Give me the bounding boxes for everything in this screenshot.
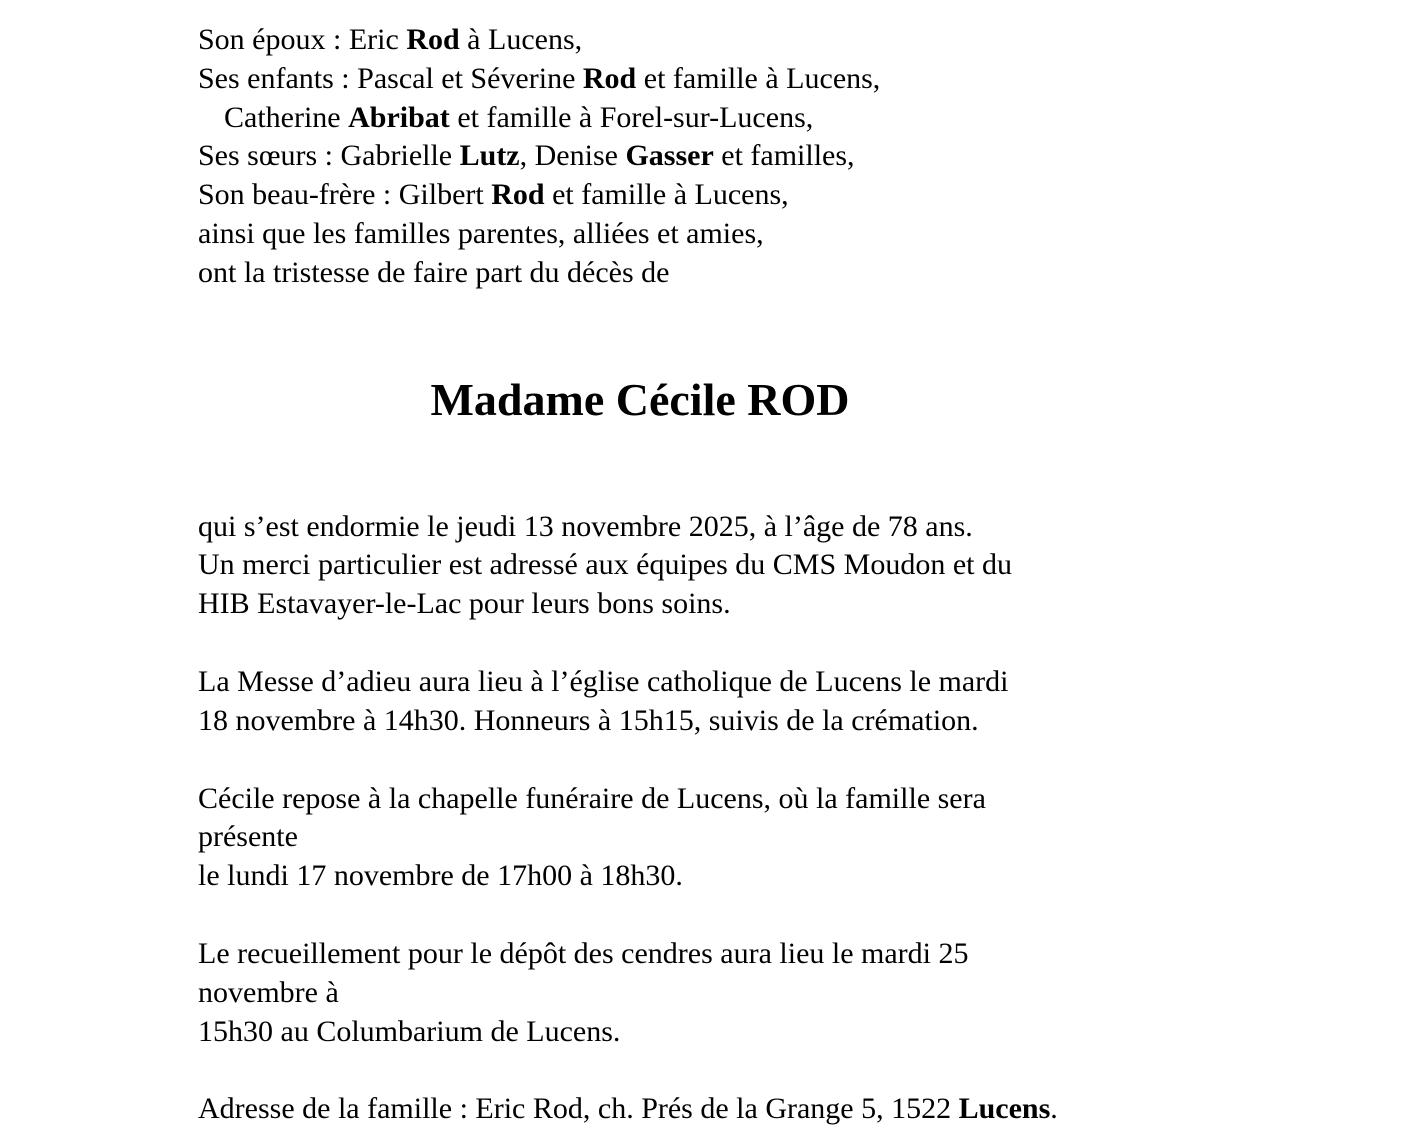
bold-name-text: Gasser [625,139,714,173]
text-line [198,857,1082,896]
paragraph [198,1090,1082,1129]
text-segment: Son époux : Eric [198,23,407,56]
text-segment: Ses sœurs : Gabrielle [198,139,460,173]
text-segment: 18 novembre à 14h30. Honneurs à 15h15, suivis de la crémation. [198,703,979,737]
text-line [198,99,1082,138]
text-segment: ainsi que les familles parentes, alliées et amies, [198,216,764,250]
deceased-name-title: Madame Cécile ROD [430,373,850,425]
text-line [198,1013,1082,1052]
text-segment: Cécile repose à la chapelle funéraire de Lucens, où la famille sera présente [198,781,994,854]
text-line [198,60,1082,99]
text-line [198,137,1082,176]
text-line [198,780,1082,858]
bold-name-text: Abribat [348,100,450,134]
bold-name-text: Lutz [459,139,520,173]
text-segment: et famille à Lucens, [544,178,789,212]
announcement-paragraphs [198,508,1082,1129]
text-segment: et famille à Lucens, [636,61,881,95]
text-segment: Le recueillement pour le dépôt des cendres aura lieu le mardi 25 novembre à [198,936,977,1009]
family-intro-block [198,21,1082,293]
text-line [198,1090,1082,1129]
text-segment: La Messe d’adieu aura lieu à l’église catholique de Lucens le mardi [198,664,1009,698]
text-segment: Adresse de la famille : Eric Rod, ch. Prés de la Grange 5, 1522 [198,1092,959,1126]
paragraph [198,935,1082,1051]
text-line [198,585,1082,624]
text-segment: Catherine [224,100,349,134]
text-segment: et familles, [713,139,855,173]
bold-name-text: Rod [582,61,637,95]
text-segment: qui s’est endormie le jeudi 13 novembre 2025, à l’âge de 78 ans. [198,509,973,543]
paragraph [198,508,1082,624]
text-line [198,663,1082,702]
paragraph [198,663,1082,741]
text-segment: 15h30 au Columbarium de Lucens. [198,1014,621,1048]
text-line [198,508,1082,547]
text-segment: Son beau-frère : Gilbert [198,178,492,212]
text-line [198,935,1082,1013]
text-line [198,176,1082,215]
bold-name-text: Lucens [958,1092,1051,1126]
text-line [198,546,1082,585]
text-segment: Ses enfants : Pascal et Séverine [198,61,583,95]
text-segment: et famille à Forel-sur-Lucens, [449,100,814,134]
text-segment: HIB Estavayer-le-Lac pour leurs bons soins. [198,587,731,621]
text-segment: à Lucens, [459,23,583,56]
text-line [198,21,1082,60]
paragraph [198,780,1082,896]
text-line [198,702,1082,741]
text-segment: le lundi 17 novembre de 17h00 à 18h30. [198,859,683,893]
text-line [198,215,1082,254]
bold-name-text: Rod [491,178,545,212]
bold-name-text: Rod [406,23,460,56]
text-segment: Un merci particulier est adressé aux équipes du CMS Moudon et du [198,548,1012,582]
text-line [198,254,1082,293]
text-segment: , Denise [519,139,626,173]
text-segment: . [1050,1092,1058,1126]
text-segment: ont la tristesse de faire part du décès de [198,255,670,289]
